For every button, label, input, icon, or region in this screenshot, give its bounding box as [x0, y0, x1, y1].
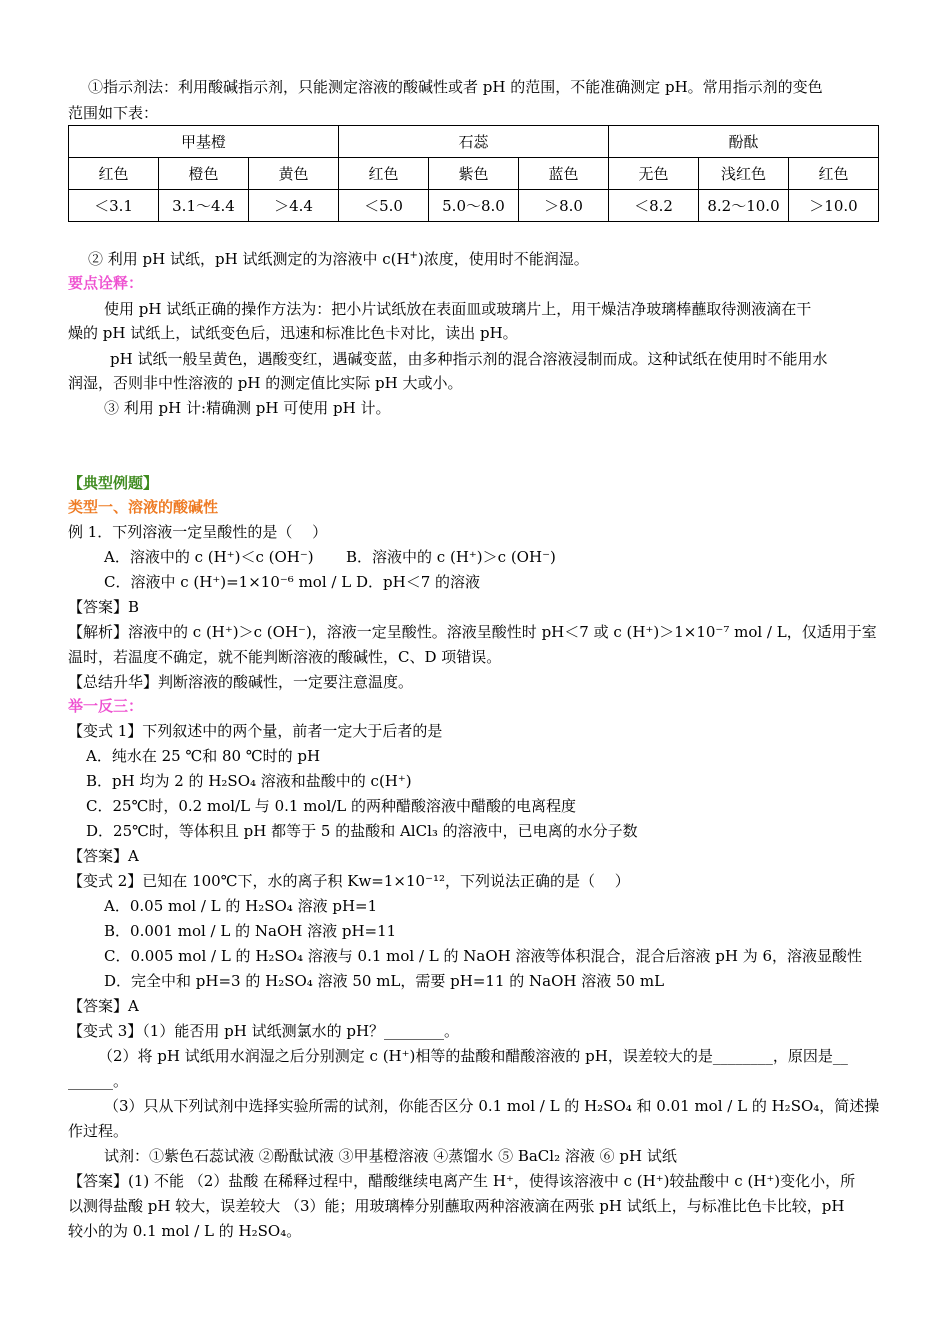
range-cell: 5.0～8.0 [429, 190, 519, 222]
example1-optA: A．溶液中的 c (H⁺)＜c (OH⁻) [104, 548, 314, 566]
example1-optB: B．溶液中的 c (H⁺)＞c (OH⁻) [346, 548, 556, 566]
key-p1-line1: 使用 pH 试纸正确的操作方法为：把小片试纸放在表面皿或玻璃片上，用干燥洁净玻璃棒蘸取待测液滴在干 [104, 300, 812, 318]
range-cell: 3.1～4.4 [159, 190, 249, 222]
v1-answer: 【答案】A [68, 847, 139, 865]
v2-answer: 【答案】A [68, 997, 139, 1015]
indicator-header-row [69, 126, 879, 158]
v1-question: 【变式 1】下列叙述中的两个量，前者一定大于后者的是 [68, 722, 443, 740]
section-title: 【典型例题】 [68, 474, 159, 492]
color-cell: 浅红色 [699, 158, 789, 190]
group-phenolphthalein: 酚酞 [609, 126, 879, 158]
v3-reagents: 试剂：①紫色石蕊试液 ②酚酞试液 ③甲基橙溶液 ④蒸馏水 ⑤ BaCl₂ 溶液 ⑥ pH 试纸 [104, 1147, 677, 1165]
example1-analysis-line2: 温时，若温度不确定，就不能判断溶液的酸碱性，C、D 项错误。 [68, 648, 502, 666]
color-cell: 无色 [609, 158, 699, 190]
range-cell: ＜3.1 [69, 190, 159, 222]
color-cell: 紫色 [429, 158, 519, 190]
indicator-table [68, 125, 879, 222]
method3-line: ③ 利用 pH 计:精确测 pH 可使用 pH 计。 [104, 399, 391, 417]
example1-answer: 【答案】B [68, 598, 140, 616]
v3-q1: 【变式 3】（1）能否用 pH 试纸测氯水的 pH？________。 [68, 1022, 460, 1040]
v2-question: 【变式 2】已知在 100℃下，水的离子积 Kw=1×10⁻¹²，下列说法正确的是（ ） [68, 872, 630, 890]
method1-line1: ①指示剂法：利用酸碱指示剂，只能测定溶液的酸碱性或者 pH 的范围，不能准确测定 pH。常用指示剂的变色 [88, 78, 823, 96]
color-cell: 红色 [789, 158, 879, 190]
v1-optD: D．25℃时，等体积且 pH 都等于 5 的盐酸和 AlCl₃ 的溶液中，已电离的水分子数 [86, 822, 638, 840]
v1-optA: A．纯水在 25 ℃和 80 ℃时的 pH [86, 747, 321, 765]
color-cell: 红色 [69, 158, 159, 190]
v3-q3-line1: （3）只从下列试剂中选择实验所需的试剂，你能否区分 0.1 mol / L 的 H₂SO₄ 和 0.01 mol / L 的 H₂SO₄，简述操 [104, 1097, 880, 1115]
range-cell: ＞4.4 [249, 190, 339, 222]
method1-line2: 范围如下表： [68, 104, 159, 122]
practice-title: 举一反三： [68, 697, 144, 715]
example1-question: 例 1．下列溶液一定呈酸性的是（ ） [68, 523, 328, 541]
example1-optD: D．pH＜7 的溶液 [356, 573, 481, 591]
key-p1-line2: 燥的 pH 试纸上，试纸变色后，迅速和标准比色卡对比，读出 pH。 [68, 324, 518, 342]
indicator-color-row [69, 158, 879, 190]
v2-optB: B．0.001 mol / L 的 NaOH 溶液 pH=11 [104, 922, 397, 940]
type1-title: 类型一、溶液的酸碱性 [68, 498, 219, 516]
v3-answer-line2: 以测得盐酸 pH 较大，误差较大 （3）能；用玻璃棒分别蘸取两种溶液滴在两张 pH 试纸上，与标准比色卡比较，pH [68, 1197, 845, 1215]
indicator-range-row [69, 190, 879, 222]
method2-pre: ② 利用 pH 试纸，pH 试纸测定的为溶液中 c(H [88, 250, 410, 268]
key-points-title: 要点诠释： [68, 274, 144, 292]
range-cell: ＞10.0 [789, 190, 879, 222]
method2-post: )浓度，使用时不能润湿。 [417, 250, 589, 268]
method2-line [88, 249, 589, 269]
group-litmus: 石蕊 [339, 126, 609, 158]
color-cell: 黄色 [249, 158, 339, 190]
v2-optD: D．完全中和 pH=3 的 H₂SO₄ 溶液 50 mL，需要 pH=11 的 NaOH 溶液 50 mL [104, 972, 665, 990]
group-methyl-orange: 甲基橙 [69, 126, 339, 158]
v1-optC: C．25℃时，0.2 mol/L 与 0.1 mol/L 的两种醋酸溶液中醋酸的电离程度 [86, 797, 577, 815]
color-cell: 橙色 [159, 158, 249, 190]
range-cell: ＜8.2 [609, 190, 699, 222]
v3-q2-line2: ______。 [68, 1072, 129, 1090]
range-cell: 8.2～10.0 [699, 190, 789, 222]
key-p2-line2: 润湿，否则非中性溶液的 pH 的测定值比实际 pH 大或小。 [68, 374, 463, 392]
v2-optA: A．0.05 mol / L 的 H₂SO₄ 溶液 pH=1 [104, 897, 378, 915]
key-p2-line1: pH 试纸一般呈黄色，遇酸变红，遇碱变蓝，由多种指示剂的混合溶液浸制而成。这种试纸在使用时不能用水 [110, 350, 828, 368]
v3-q2-line1: （2）将 pH 试纸用水润湿之后分别测定 c (H⁺)相等的盐酸和醋酸溶液的 pH，误差较大的是________，原因是__ [98, 1047, 848, 1065]
v3-q3-line2: 作过程。 [68, 1122, 129, 1140]
example1-analysis-line1: 【解析】溶液中的 c (H⁺)＞c (OH⁻)，溶液一定呈酸性。溶液呈酸性时 pH＜7 或 c (H⁺)＞1×10⁻⁷ mol / L，仅适用于室 [68, 623, 877, 641]
example1-summary: 【总结升华】判断溶液的酸碱性，一定要注意温度。 [68, 673, 414, 691]
v2-optC: C．0.005 mol / L 的 H₂SO₄ 溶液与 0.1 mol / L 的 NaOH 溶液等体积混合，混合后溶液 pH 为 6，溶液显酸性 [104, 947, 863, 965]
example1-optC: C．溶液中 c (H⁺)=1×10⁻⁶ mol / L [104, 573, 352, 591]
range-cell: ＞8.0 [519, 190, 609, 222]
color-cell: 蓝色 [519, 158, 609, 190]
method2-sup: + [409, 250, 418, 261]
v3-answer-line3: 较小的为 0.1 mol / L 的 H₂SO₄。 [68, 1222, 302, 1240]
v1-optB: B．pH 均为 2 的 H₂SO₄ 溶液和盐酸中的 c(H⁺) [86, 772, 412, 790]
color-cell: 红色 [339, 158, 429, 190]
range-cell: ＜5.0 [339, 190, 429, 222]
v3-answer-line1: 【答案】(1) 不能 （2）盐酸 在稀释过程中，醋酸继续电离产生 H⁺，使得该溶液中 c (H⁺)较盐酸中 c (H⁺)变化小，所 [68, 1172, 856, 1190]
